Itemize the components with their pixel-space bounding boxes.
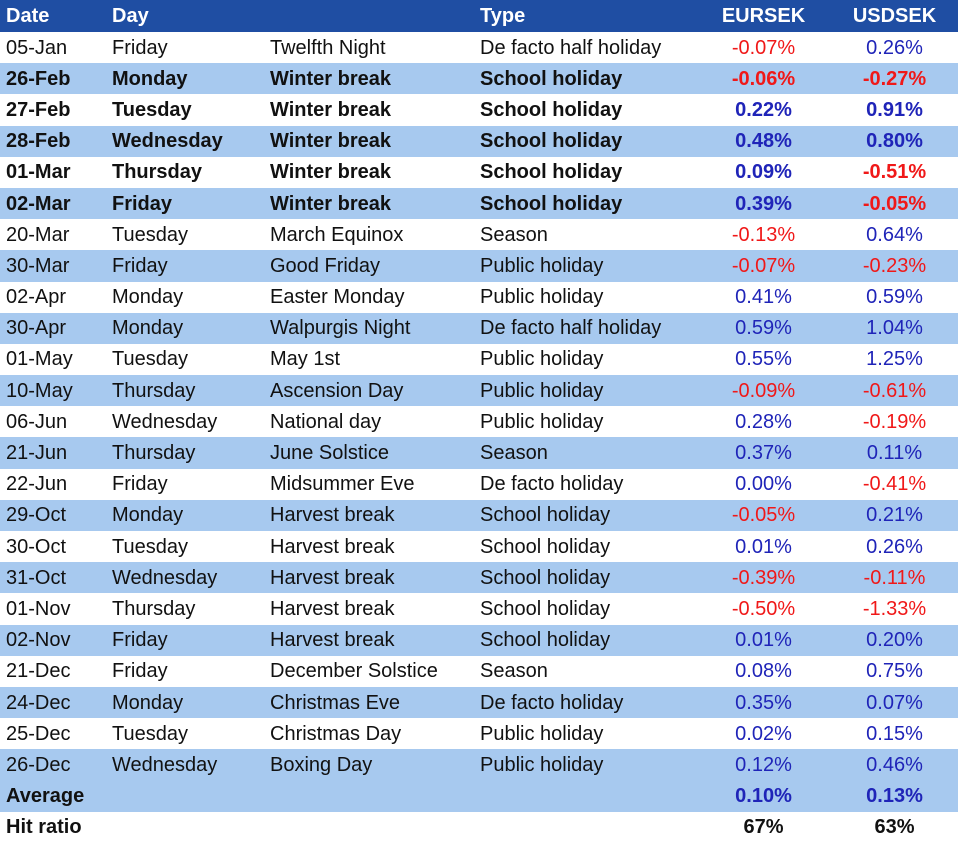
cell-eursek: 0.01% <box>696 625 831 656</box>
cell-eursek: 0.02% <box>735 722 792 745</box>
cell-eursek: 0.22% <box>735 98 792 121</box>
cell-type: Public holiday <box>480 722 604 745</box>
cell-type: De facto half holiday <box>474 313 696 344</box>
cell-usdsek: -0.61% <box>831 375 958 406</box>
cell-date: 01-Nov <box>6 597 71 620</box>
cell-holiday: Winter break <box>264 63 474 94</box>
table-row <box>0 437 958 468</box>
cell-holiday: Harvest break <box>264 562 474 593</box>
cell-usdsek: 0.21% <box>831 500 958 531</box>
cell-usdsek: 0.11% <box>831 437 958 468</box>
header-day: Day <box>106 0 264 32</box>
summary-row-average <box>0 781 958 812</box>
cell-type: De facto holiday <box>480 473 624 496</box>
table-row <box>0 687 958 718</box>
table-row <box>0 344 958 375</box>
cell-holiday: Harvest break <box>264 500 474 531</box>
cell-eursek: 0.28% <box>735 410 792 433</box>
cell-date: 26-Dec <box>0 749 106 780</box>
cell-holiday: Winter break <box>270 161 391 184</box>
summary-usdsek: 63% <box>874 816 915 839</box>
cell-day: Friday <box>106 250 264 281</box>
cell-usdsek: 0.80% <box>831 126 958 157</box>
cell-type: School holiday <box>474 63 696 94</box>
cell-type: School holiday <box>474 562 696 593</box>
cell-date: 06-Jun <box>6 410 68 433</box>
cell-date: 26-Feb <box>0 63 106 94</box>
table-row <box>0 375 958 406</box>
header-eursek: EURSEK <box>696 0 831 32</box>
cell-type: Public holiday <box>480 348 604 371</box>
cell-holiday: Harvest break <box>270 597 395 620</box>
cell-usdsek: 0.64% <box>866 223 923 246</box>
cell-eursek: 0.39% <box>696 188 831 219</box>
cell-holiday: Midsummer Eve <box>270 473 415 496</box>
summary-row-hit-ratio <box>0 812 958 843</box>
cell-usdsek: 1.25% <box>866 348 923 371</box>
cell-date: 01-May <box>6 348 73 371</box>
cell-holiday: Boxing Day <box>264 749 474 780</box>
cell-eursek: -0.09% <box>696 375 831 406</box>
cell-eursek: 0.09% <box>735 161 792 184</box>
cell-day: Friday <box>112 473 168 496</box>
cell-date: 30-Mar <box>0 250 106 281</box>
cell-day: Monday <box>112 286 184 309</box>
cell-eursek: 0.12% <box>696 749 831 780</box>
cell-date: 24-Dec <box>0 687 106 718</box>
cell-date: 22-Jun <box>6 473 68 496</box>
cell-type: School holiday <box>480 535 611 558</box>
cell-day: Tuesday <box>112 535 188 558</box>
cell-type: School holiday <box>480 98 623 121</box>
cell-eursek: 0.55% <box>735 348 792 371</box>
header-usdsek: USDSEK <box>831 0 958 32</box>
cell-eursek: 0.48% <box>696 126 831 157</box>
cell-eursek: -0.39% <box>696 562 831 593</box>
table-row <box>0 531 958 562</box>
cell-usdsek: 0.59% <box>866 286 923 309</box>
cell-usdsek: 0.91% <box>866 98 923 121</box>
summary-usdsek: 0.13% <box>831 781 958 812</box>
header-row <box>0 0 958 32</box>
cell-eursek: -0.05% <box>696 500 831 531</box>
cell-day: Tuesday <box>112 722 188 745</box>
table-row <box>0 593 958 624</box>
cell-day: Wednesday <box>106 749 264 780</box>
table-row <box>0 749 958 780</box>
table-row <box>0 250 958 281</box>
cell-day: Friday <box>112 36 168 59</box>
cell-eursek: -0.06% <box>696 63 831 94</box>
cell-type: Public holiday <box>474 250 696 281</box>
table-row <box>0 126 958 157</box>
cell-day: Wednesday <box>106 126 264 157</box>
cell-eursek: 0.08% <box>735 660 792 683</box>
cell-holiday: May 1st <box>270 348 341 371</box>
cell-holiday: December Solstice <box>270 660 438 683</box>
table-row <box>0 469 958 500</box>
cell-day: Thursday <box>106 375 264 406</box>
cell-holiday: Easter Monday <box>270 286 405 309</box>
cell-holiday: Christmas Eve <box>264 687 474 718</box>
cell-holiday: National day <box>270 410 382 433</box>
cell-eursek: -0.50% <box>731 597 796 620</box>
cell-day: Friday <box>106 188 264 219</box>
cell-eursek: -0.07% <box>696 250 831 281</box>
cell-usdsek: 0.26% <box>866 36 923 59</box>
cell-date: 29-Oct <box>0 500 106 531</box>
summary-eursek: 67% <box>743 816 784 839</box>
cell-type: School holiday <box>480 161 623 184</box>
cell-usdsek: -0.27% <box>831 63 958 94</box>
cell-date: 20-Mar <box>6 223 70 246</box>
table-row <box>0 32 958 63</box>
cell-day: Thursday <box>106 437 264 468</box>
cell-usdsek: -0.19% <box>862 410 927 433</box>
cell-date: 30-Oct <box>6 535 67 558</box>
header-type: Type <box>474 0 696 32</box>
cell-holiday: Walpurgis Night <box>264 313 474 344</box>
cell-day: Thursday <box>112 597 196 620</box>
cell-eursek: 0.35% <box>696 687 831 718</box>
cell-type: Season <box>480 223 548 246</box>
cell-holiday: March Equinox <box>270 223 404 246</box>
cell-day: Friday <box>106 625 264 656</box>
cell-holiday: Good Friday <box>264 250 474 281</box>
cell-date: 30-Apr <box>0 313 106 344</box>
cell-usdsek: -0.41% <box>862 473 927 496</box>
cell-holiday: Christmas Day <box>270 722 402 745</box>
cell-eursek: 0.37% <box>696 437 831 468</box>
cell-usdsek: 0.26% <box>866 535 923 558</box>
cell-day: Tuesday <box>112 98 192 121</box>
cell-holiday: June Solstice <box>264 437 474 468</box>
cell-holiday: Winter break <box>270 98 391 121</box>
table-row <box>0 656 958 687</box>
cell-type: Public holiday <box>474 749 696 780</box>
table-row <box>0 406 958 437</box>
cell-usdsek: 1.04% <box>831 313 958 344</box>
header-date: Date <box>0 0 106 32</box>
cell-date: 05-Jan <box>6 36 68 59</box>
table-row <box>0 157 958 188</box>
cell-holiday: Winter break <box>264 188 474 219</box>
cell-usdsek: -1.33% <box>862 597 927 620</box>
cell-day: Wednesday <box>112 410 218 433</box>
cell-holiday: Winter break <box>264 126 474 157</box>
cell-day: Wednesday <box>106 562 264 593</box>
cell-day: Monday <box>106 313 264 344</box>
cell-type: Public holiday <box>474 375 696 406</box>
cell-day: Monday <box>106 500 264 531</box>
cell-date: 01-Mar <box>6 161 71 184</box>
cell-eursek: -0.13% <box>731 223 796 246</box>
summary-eursek: 0.10% <box>696 781 831 812</box>
cell-type: Season <box>480 660 548 683</box>
cell-usdsek: 0.07% <box>831 687 958 718</box>
table-row <box>0 500 958 531</box>
cell-holiday: Harvest break <box>264 625 474 656</box>
cell-date: 02-Apr <box>6 286 67 309</box>
cell-day: Monday <box>106 63 264 94</box>
cell-day: Monday <box>106 687 264 718</box>
cell-type: De facto holiday <box>474 687 696 718</box>
cell-date: 28-Feb <box>0 126 106 157</box>
cell-usdsek: 0.46% <box>831 749 958 780</box>
cell-usdsek: 0.20% <box>831 625 958 656</box>
cell-eursek: 0.41% <box>735 286 792 309</box>
cell-type: School holiday <box>474 126 696 157</box>
table-row <box>0 282 958 313</box>
table-row <box>0 219 958 250</box>
cell-usdsek: 0.15% <box>866 722 923 745</box>
table-row <box>0 718 958 749</box>
cell-date: 31-Oct <box>0 562 106 593</box>
cell-day: Friday <box>112 660 168 683</box>
cell-usdsek: -0.11% <box>831 562 958 593</box>
cell-holiday: Harvest break <box>270 535 395 558</box>
table-row <box>0 625 958 656</box>
cell-usdsek: -0.05% <box>831 188 958 219</box>
cell-date: 21-Jun <box>0 437 106 468</box>
summary-label: Hit ratio <box>6 816 82 839</box>
table-row <box>0 94 958 125</box>
cell-type: Season <box>474 437 696 468</box>
table-row <box>0 188 958 219</box>
cell-eursek: 0.00% <box>735 473 792 496</box>
cell-type: Public holiday <box>480 286 604 309</box>
cell-eursek: 0.59% <box>696 313 831 344</box>
header-holiday <box>264 0 474 32</box>
cell-date: 25-Dec <box>6 722 71 745</box>
cell-type: School holiday <box>480 597 611 620</box>
cell-date: 02-Mar <box>0 188 106 219</box>
cell-date: 10-May <box>0 375 106 406</box>
cell-type: School holiday <box>474 500 696 531</box>
cell-day: Tuesday <box>112 348 188 371</box>
cell-type: Public holiday <box>480 410 604 433</box>
table-row <box>0 313 958 344</box>
cell-date: 02-Nov <box>0 625 106 656</box>
cell-holiday: Ascension Day <box>264 375 474 406</box>
cell-day: Tuesday <box>112 223 188 246</box>
cell-type: De facto half holiday <box>480 36 662 59</box>
table-row <box>0 562 958 593</box>
cell-eursek: 0.01% <box>735 535 792 558</box>
cell-type: School holiday <box>474 188 696 219</box>
cell-date: 27-Feb <box>6 98 71 121</box>
cell-usdsek: -0.51% <box>862 161 927 184</box>
cell-eursek: -0.07% <box>731 36 796 59</box>
cell-type: School holiday <box>474 625 696 656</box>
table-row <box>0 63 958 94</box>
cell-date: 21-Dec <box>6 660 71 683</box>
cell-usdsek: 0.75% <box>866 660 923 683</box>
cell-holiday: Twelfth Night <box>270 36 386 59</box>
table-body <box>0 32 958 781</box>
summary-label: Average <box>0 781 106 812</box>
cell-usdsek: -0.23% <box>831 250 958 281</box>
cell-day: Thursday <box>112 161 203 184</box>
